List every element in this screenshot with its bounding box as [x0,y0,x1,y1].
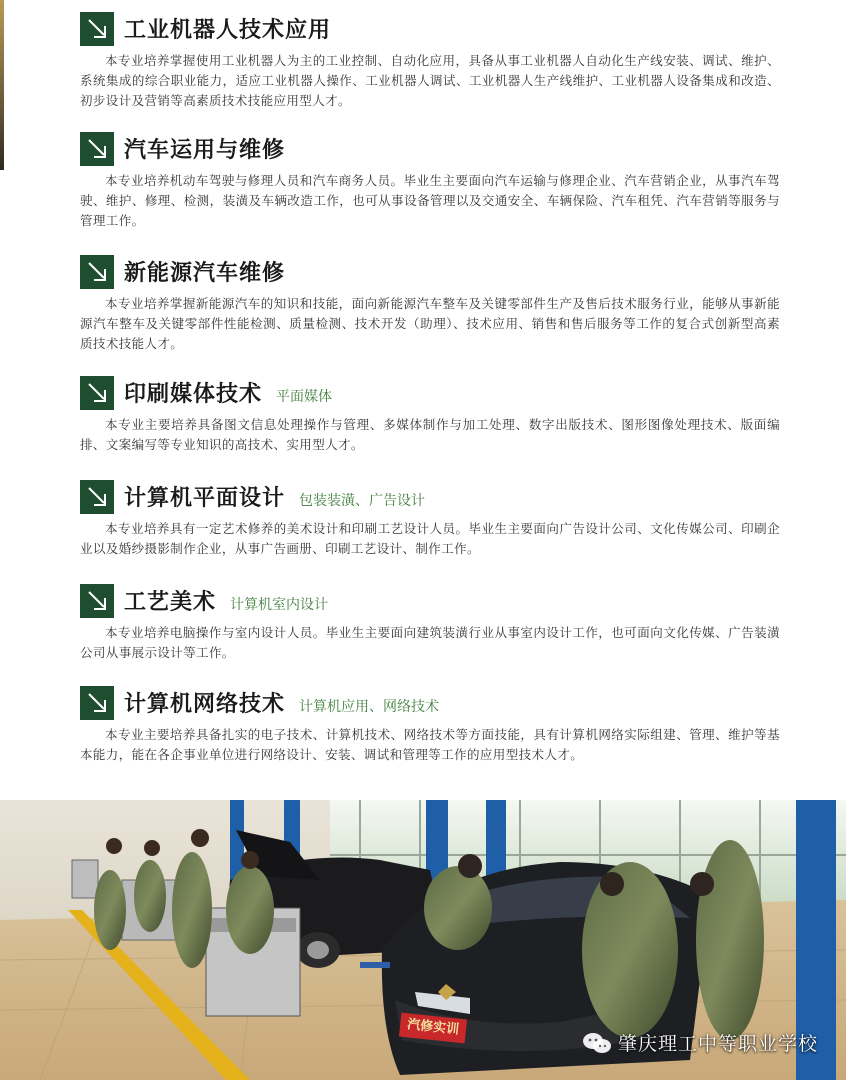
section-description: 本专业培养掌握新能源汽车的知识和技能，面向新能源汽车整车及关键零部件生产及售后技术服务行业，能够从事新能源汽车整车及关键零部件性能检测、质量检测、技术开发（助理）、技术应用、销售和售后服务等工作的复合式创新型高素质技术技能人才。 [80,296,780,351]
section-header [80,12,780,46]
section-title: 计算机平面设计 [124,486,286,511]
section-title: 新能源汽车维修 [124,261,286,286]
section-description: 本专业培养掌握使用工业机器人为主的工业控制、自动化应用，具备从事工业机器人自动化生产线安装、调试、维护、系统集成的综合职业能力，适应工业机器人操作、工业机器人调试、工业机器人生产线维护、工业机器人设备集成和改造、初步设计及营销等高素质技术技能应用型人才。 [80,53,780,108]
section-header [80,255,780,289]
arrow-down-right-icon [80,255,114,289]
arrow-down-right-icon [80,686,114,720]
section-header [80,132,780,166]
arrow-down-right-icon [80,480,114,514]
section-description: 本专业主要培养具备扎实的电子技术、计算机技术、网络技术等方面技能，具有计算机网络实际组建、管理、维护等基本能力，能在各企事业单位进行网络设计、安装、调试和管理等工作的应用型技术人才。 [80,727,780,762]
section-title: 印刷媒体技术 [124,382,263,407]
program-section [80,584,780,663]
page-edge-strip [0,0,4,170]
license-plate-sign: 汽修实训 [399,1013,467,1044]
section-title: 工艺美术 [124,590,217,615]
section-description: 本专业培养机动车驾驶与修理人员和汽车商务人员。毕业生主要面向汽车运输与修理企业、汽车营销企业，从事汽车驾驶、维护、修理、检测，装潢及车辆改造工作，也可从事设备管理以及交通安全、车辆保险、汽车租凭、汽车营销等服务与管理工作。 [80,173,780,228]
section-subtitle: 计算机应用、网络技术 [299,699,440,715]
section-description: 本专业主要培养具备图文信息处理操作与管理、多媒体制作与加工处理、数字出版技术、图形图像处理技术、版面编排、文案编写等专业知识的高技术、实用型人才。 [80,417,780,452]
section-header [80,376,780,410]
section-header [80,686,780,720]
section-subtitle: 平面媒体 [276,389,333,405]
wechat-icon [582,1031,612,1055]
section-description: 本专业培养具有一定艺术修养的美术设计和印刷工艺设计人员。毕业生主要面向广告设计公司、文化传媒公司、印刷企业以及婚纱摄影制作企业，从事广告画册、印刷工艺设计、制作工作。 [80,521,780,556]
watermark-text: 肇庆理工中等职业学校 [617,1033,818,1055]
section-description: 本专业培养电脑操作与室内设计人员。毕业生主要面向建筑装潢行业从事室内设计工作，也可面向文化传媒、广告装潢公司从事展示设计等工作。 [80,625,780,660]
arrow-down-right-icon [80,12,114,46]
section-title: 工业机器人技术应用 [124,18,332,43]
section-title: 汽车运用与维修 [124,138,286,163]
account-watermark [582,1029,818,1056]
arrow-down-right-icon [80,584,114,618]
arrow-down-right-icon [80,376,114,410]
section-subtitle: 计算机室内设计 [230,597,329,613]
program-section [80,12,780,111]
program-section [80,686,780,765]
arrow-down-right-icon [80,132,114,166]
section-header [80,584,780,618]
section-header [80,480,780,514]
program-section [80,132,780,231]
program-section [80,480,780,559]
section-subtitle: 包装装潢、广告设计 [299,493,426,509]
program-section [80,255,780,354]
section-title: 计算机网络技术 [124,692,286,717]
workshop-photo [0,800,846,1080]
program-section [80,376,780,455]
